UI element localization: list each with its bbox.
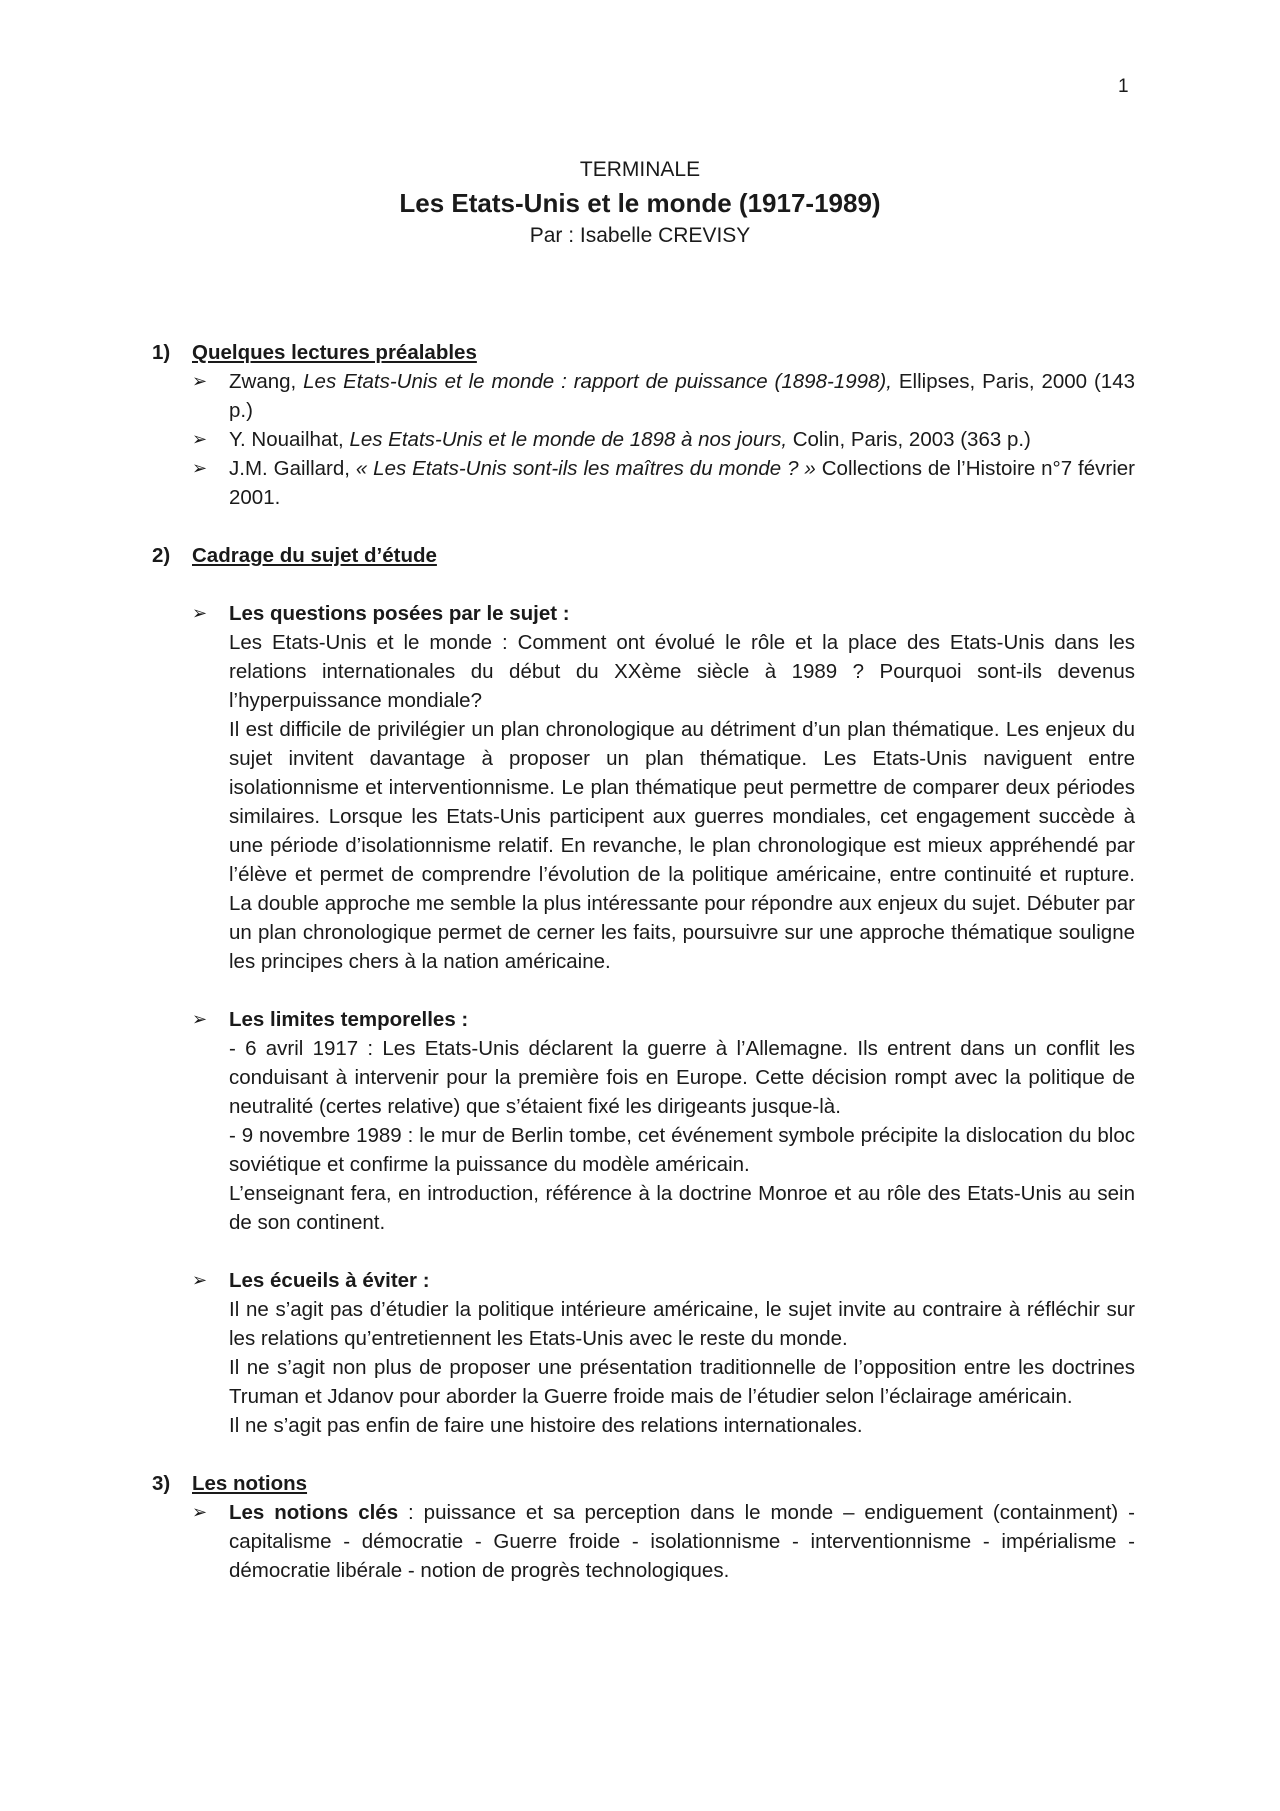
- book-title: Les Etats-Unis et le monde : rapport de puissance (1898-1998),: [303, 370, 892, 393]
- section-3-heading: [152, 1469, 1135, 1498]
- section-2-heading: [152, 541, 1135, 570]
- key-notions-text: : puissance et sa perception dans le monde – endiguement (containment) - capitalisme - démocratie - Guerre froide - isolationnisme - interventionnisme - impérialisme - démocratie libérale - notion de progrès technologiques.: [229, 1501, 1135, 1582]
- section-title: Quelques lectures préalables: [192, 341, 477, 364]
- pitfalls-block: [152, 1266, 1135, 1440]
- author-line: Par : Isabelle CREVISY: [529, 224, 751, 247]
- arrow-bullet-icon: ➢: [192, 1009, 208, 1029]
- section-number: 2): [152, 544, 171, 567]
- book-title: Les Etats-Unis et le monde de 1898 à nos jours,: [349, 428, 788, 451]
- key-notions-block: [152, 1498, 1135, 1585]
- document-body: [152, 338, 1135, 1585]
- section-title: Les notions: [192, 1472, 308, 1495]
- paragraph: - 6 avril 1917 : Les Etats-Unis déclarent la guerre à l’Allemagne. Ils entrent dans un conflit les conduisant à intervenir pour la première fois en Europe. Cette décision rompt avec la politique de neutralité (certes relative) que s’étaient fixé les dirigeants jusque-là.: [229, 1037, 1135, 1118]
- limits-block: [152, 1005, 1135, 1237]
- paragraph: Il ne s’agit pas enfin de faire une histoire des relations internationales.: [229, 1414, 863, 1437]
- key-notions-label: Les notions clés: [229, 1501, 399, 1524]
- paragraph: Il est difficile de privilégier un plan chronologique au détriment d’un plan thématique. Les enjeux du sujet invitent davantage à proposer un plan thématique. Les Etats-Unis naviguent entre isolationnisme et interventionnisme. Le plan thématique peut permettre de comparer deux périodes similaires. Lorsque les Etats-Unis participent aux guerres mondiales, cet engagement succède à une période d’isolationnisme relatif. En revanche, le plan chronologique est mieux appréhendé par l’élève et permet de comprendre l’évolution de la politique américaine, entre continuité et rupture. La double approche me semble la plus intéressante pour répondre aux enjeux du sujet. Débuter par un plan chronologique permet de cerner les faits, poursuivre sur une approche thématique souligne les principes chers à la nation américaine.: [229, 718, 1135, 973]
- arrow-bullet-icon: ➢: [192, 371, 208, 391]
- arrow-bullet-icon: ➢: [192, 1270, 208, 1290]
- questions-block: [152, 599, 1135, 976]
- section-number: 1): [152, 341, 171, 364]
- arrow-bullet-icon: ➢: [192, 429, 208, 449]
- arrow-bullet-icon: ➢: [192, 1502, 208, 1522]
- paragraph: Les Etats-Unis et le monde : Comment ont évolué le rôle et la place des Etats-Unis dans les relations internationales du début du XXème siècle à 1989 ? Pourquoi sont-ils devenus l’hyperpuissance mondiale?: [229, 631, 1135, 712]
- page-number: 1: [1118, 76, 1129, 97]
- arrow-bullet-icon: ➢: [192, 458, 208, 478]
- paragraph: Il ne s’agit non plus de proposer une présentation traditionnelle de l’opposition entre les doctrines Truman et Jdanov pour aborder la Guerre froide mais de l’étudier selon l’éclairage américain.: [229, 1356, 1135, 1408]
- paragraph: Il ne s’agit pas d’étudier la politique intérieure américaine, le sujet invite au contraire à réfléchir sur les relations qu’entretiennent les Etats-Unis avec le reste du monde.: [229, 1298, 1135, 1350]
- paragraph: L’enseignant fera, en introduction, référence à la doctrine Monroe et au rôle des Etats-Unis au sein de son continent.: [229, 1182, 1135, 1234]
- article-title: « Les Etats-Unis sont-ils les maîtres du monde ? »: [355, 457, 816, 480]
- document-header: [0, 156, 1280, 250]
- class-level: TERMINALE: [579, 158, 701, 181]
- reading-item: ➢ J.M. Gaillard, « Les Etats-Unis sont-ils les maîtres du monde ? » Collections de l’Histoire n°7 février 2001.: [152, 454, 1135, 512]
- section-title: Cadrage du sujet d’étude: [192, 544, 437, 567]
- arrow-bullet-icon: ➢: [192, 603, 208, 623]
- section-1-heading: [152, 338, 1135, 367]
- paragraph: - 9 novembre 1989 : le mur de Berlin tombe, cet événement symbole précipite la dislocation du bloc soviétique et confirme la puissance du modèle américain.: [229, 1124, 1135, 1176]
- sub-heading: Les limites temporelles :: [229, 1008, 469, 1031]
- reading-item: ➢ Y. Nouailhat, Les Etats-Unis et le monde de 1898 à nos jours, Colin, Paris, 2003 (363 p.): [152, 425, 1135, 454]
- sub-heading: Les écueils à éviter :: [229, 1269, 430, 1292]
- document-title: Les Etats-Unis et le monde (1917-1989): [399, 188, 881, 218]
- reading-item: ➢ Zwang, Les Etats-Unis et le monde : rapport de puissance (1898-1998), Ellipses, Paris, 2000 (143 p.): [152, 367, 1135, 425]
- sub-heading: Les questions posées par le sujet :: [229, 602, 570, 625]
- section-number: 3): [152, 1472, 171, 1495]
